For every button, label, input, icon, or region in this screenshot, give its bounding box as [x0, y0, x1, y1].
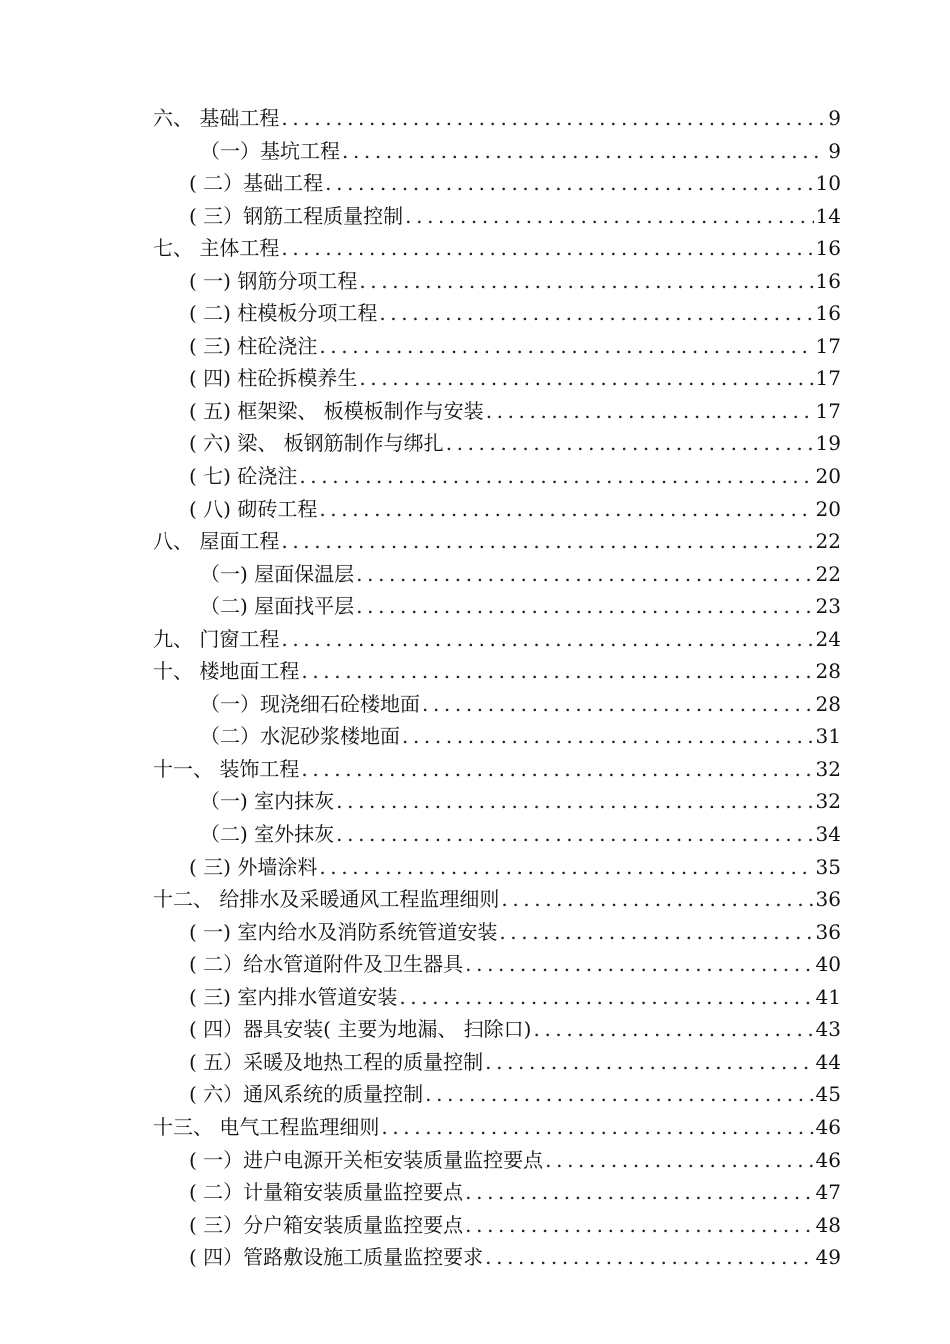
toc-dot-leader [485, 1241, 813, 1274]
toc-entry[interactable] [153, 883, 841, 916]
toc-page-number: 23 [815, 594, 841, 619]
toc-page-number: 24 [815, 626, 841, 651]
toc-dot-leader [446, 427, 814, 460]
toc-entry[interactable] [153, 720, 841, 753]
toc-dot-leader [336, 818, 813, 851]
toc-dot-leader [299, 460, 813, 493]
toc-dot-leader [465, 1176, 813, 1209]
toc-dot-leader [501, 883, 813, 916]
toc-dot-leader [325, 167, 813, 200]
toc-page-number: 32 [815, 789, 841, 814]
toc-dot-leader [405, 200, 813, 233]
toc-entry[interactable] [153, 102, 841, 135]
toc-entry-title: 十一、 装饰工程 [153, 756, 300, 781]
toc-entry[interactable] [153, 1013, 841, 1046]
toc-entry[interactable] [153, 460, 841, 493]
toc-page-number: 20 [815, 464, 841, 489]
toc-page-number: 17 [815, 366, 841, 391]
toc-entry-title: ( 三) 柱砼浇注 [189, 333, 318, 358]
toc-entry[interactable] [153, 135, 841, 168]
toc-entry[interactable] [153, 525, 841, 558]
toc-dot-leader [399, 981, 813, 1014]
toc-entry-title: 六、 基础工程 [153, 106, 280, 130]
toc-dot-leader [533, 1013, 813, 1046]
toc-entry[interactable] [153, 395, 841, 428]
toc-dot-leader [281, 623, 813, 656]
toc-entry[interactable] [153, 265, 841, 298]
toc-entry[interactable] [153, 427, 841, 460]
toc-entry[interactable] [153, 1078, 841, 1111]
toc-entry-title: ( 五）采暖及地热工程的质量控制 [189, 1049, 484, 1074]
toc-entry-title: ( 八) 砌砖工程 [189, 496, 318, 521]
toc-page-number: 46 [815, 1147, 841, 1172]
toc-entry-title: ( 一) 室内给水及消防系统管道安装 [189, 919, 498, 944]
toc-dot-leader [425, 1078, 813, 1111]
toc-dot-leader [319, 851, 813, 884]
toc-entry-title: ( 一) 钢筋分项工程 [189, 268, 358, 293]
toc-dot-leader [379, 297, 813, 330]
toc-page-number: 16 [815, 301, 841, 326]
toc-page-number: 28 [815, 659, 841, 684]
toc-page-number: 22 [815, 529, 841, 554]
toc-dot-leader [499, 916, 813, 949]
toc-entry-title: ( 二）计量箱安装质量监控要点 [189, 1180, 464, 1205]
toc-page-number: 10 [815, 171, 841, 196]
toc-dot-leader [465, 948, 813, 981]
toc-entry[interactable] [153, 785, 841, 818]
toc-page-number: 46 [815, 1114, 841, 1139]
toc-dot-leader [356, 590, 813, 623]
toc-entry[interactable] [153, 1209, 841, 1242]
toc-entry[interactable] [153, 558, 841, 591]
toc-entry-title: （一) 室内抹灰 [200, 789, 335, 814]
toc-entry-title: ( 三）分户箱安装质量监控要点 [189, 1212, 464, 1237]
toc-entry[interactable] [153, 948, 841, 981]
toc-entry[interactable] [153, 297, 841, 330]
toc-dot-leader [281, 102, 826, 135]
toc-entry[interactable] [153, 362, 841, 395]
toc-page-number: 14 [815, 203, 841, 228]
toc-page-number: 9 [828, 138, 841, 163]
toc-entry[interactable] [153, 493, 841, 526]
toc-dot-leader [486, 395, 814, 428]
toc-page-number: 44 [815, 1049, 841, 1074]
toc-page-number: 41 [815, 984, 841, 1009]
toc-entry-title: ( 二) 柱模板分项工程 [189, 301, 378, 326]
toc-entry-title: ( 二）基础工程 [189, 171, 324, 196]
toc-entry-title: 十三、 电气工程监理细则 [153, 1114, 380, 1139]
toc-dot-leader [281, 525, 813, 558]
toc-entry-title: 七、 主体工程 [153, 236, 280, 261]
toc-entry[interactable] [153, 1241, 841, 1274]
toc-entry[interactable] [153, 330, 841, 363]
toc-page-number: 9 [828, 106, 841, 130]
toc-entry[interactable] [153, 688, 841, 721]
toc-page-number: 20 [815, 496, 841, 521]
toc-entry-title: （一）基坑工程 [200, 138, 340, 163]
toc-entry-title: 八、 屋面工程 [153, 529, 280, 554]
toc-entry[interactable] [153, 981, 841, 1014]
toc-dot-leader [319, 493, 813, 526]
toc-page-number: 40 [815, 952, 841, 977]
toc-entry-title: （二) 屋面找平层 [200, 594, 355, 619]
toc-entry-title: 九、 门窗工程 [153, 626, 280, 651]
toc-entry-title: ( 三）钢筋工程质量控制 [189, 203, 404, 228]
toc-entry-title: 十、 楼地面工程 [153, 659, 300, 684]
toc-page-number: 36 [815, 887, 841, 912]
toc-entry-title: ( 七) 砼浇注 [189, 464, 298, 489]
toc-dot-leader [342, 135, 826, 168]
toc-entry-title: ( 四) 柱砼拆模养生 [189, 366, 358, 391]
toc-page-number: 36 [815, 919, 841, 944]
toc-entry[interactable] [153, 590, 841, 623]
toc-entry[interactable] [153, 818, 841, 851]
toc-dot-leader [359, 362, 813, 395]
toc-entry-title: （一) 屋面保温层 [200, 561, 355, 586]
toc-page-number: 35 [815, 854, 841, 879]
toc-entry-title: ( 三) 室内排水管道安装 [189, 984, 398, 1009]
toc-page-number: 17 [815, 333, 841, 358]
toc-entry[interactable] [153, 232, 841, 265]
toc-entry[interactable] [153, 200, 841, 233]
toc-entry-title: ( 三) 外墙涂料 [189, 854, 318, 879]
toc-entry-title: （二）水泥砂浆楼地面 [200, 724, 400, 749]
toc-dot-leader [359, 265, 813, 298]
toc-dot-leader [336, 785, 813, 818]
toc-entry[interactable] [153, 1111, 841, 1144]
toc-dot-leader [465, 1209, 813, 1242]
toc-dot-leader [281, 232, 813, 265]
toc-entry-title: （一）现浇细石砼楼地面 [200, 691, 420, 716]
toc-page-number: 34 [815, 822, 841, 847]
toc-dot-leader [422, 688, 814, 721]
toc-page-number: 43 [815, 1017, 841, 1042]
toc-entry[interactable] [153, 167, 841, 200]
toc-dot-leader [402, 720, 814, 753]
toc-entry[interactable] [153, 1176, 841, 1209]
toc-entry-title: （二) 室外抹灰 [200, 822, 335, 847]
toc-page-number: 19 [815, 431, 841, 456]
toc-entry-title: ( 四）器具安装( 主要为地漏、 扫除口) [189, 1017, 532, 1042]
toc-dot-leader [381, 1111, 813, 1144]
toc-entry-title: ( 五) 框架梁、 板模板制作与安装 [189, 398, 484, 423]
toc-entry[interactable] [153, 753, 841, 786]
toc-entry-title: ( 二）给水管道附件及卫生器具 [189, 952, 464, 977]
toc-page-number: 28 [815, 691, 841, 716]
toc-entry-title: ( 六) 梁、 板钢筋制作与绑扎 [189, 431, 444, 456]
table-of-contents [153, 102, 841, 1274]
toc-dot-leader [356, 558, 813, 591]
toc-page-number: 48 [815, 1212, 841, 1237]
toc-page-number: 45 [815, 1082, 841, 1107]
toc-entry[interactable] [153, 1144, 841, 1177]
toc-dot-leader [301, 753, 813, 786]
toc-entry-title: ( 一）进户电源开关柜安装质量监控要点 [189, 1147, 544, 1172]
toc-dot-leader [301, 655, 813, 688]
toc-entry[interactable] [153, 1046, 841, 1079]
toc-entry-title: ( 六）通风系统的质量控制 [189, 1082, 424, 1107]
toc-entry-title: 十二、 给排水及采暖通风工程监理细则 [153, 887, 500, 912]
toc-page-number: 16 [815, 268, 841, 293]
toc-page-number: 49 [815, 1245, 841, 1270]
toc-page-number: 16 [815, 236, 841, 261]
toc-entry[interactable] [153, 851, 841, 884]
toc-page-number: 47 [815, 1180, 841, 1205]
toc-dot-leader [545, 1144, 813, 1177]
toc-dot-leader [485, 1046, 813, 1079]
toc-dot-leader [319, 330, 813, 363]
toc-entry-title: ( 四）管路敷设施工质量监控要求 [189, 1245, 484, 1270]
toc-page-number: 31 [815, 724, 841, 749]
toc-entry[interactable] [153, 916, 841, 949]
toc-entry[interactable] [153, 655, 841, 688]
toc-page-number: 32 [815, 756, 841, 781]
toc-entry[interactable] [153, 623, 841, 656]
toc-page-number: 17 [815, 398, 841, 423]
toc-page-number: 22 [815, 561, 841, 586]
